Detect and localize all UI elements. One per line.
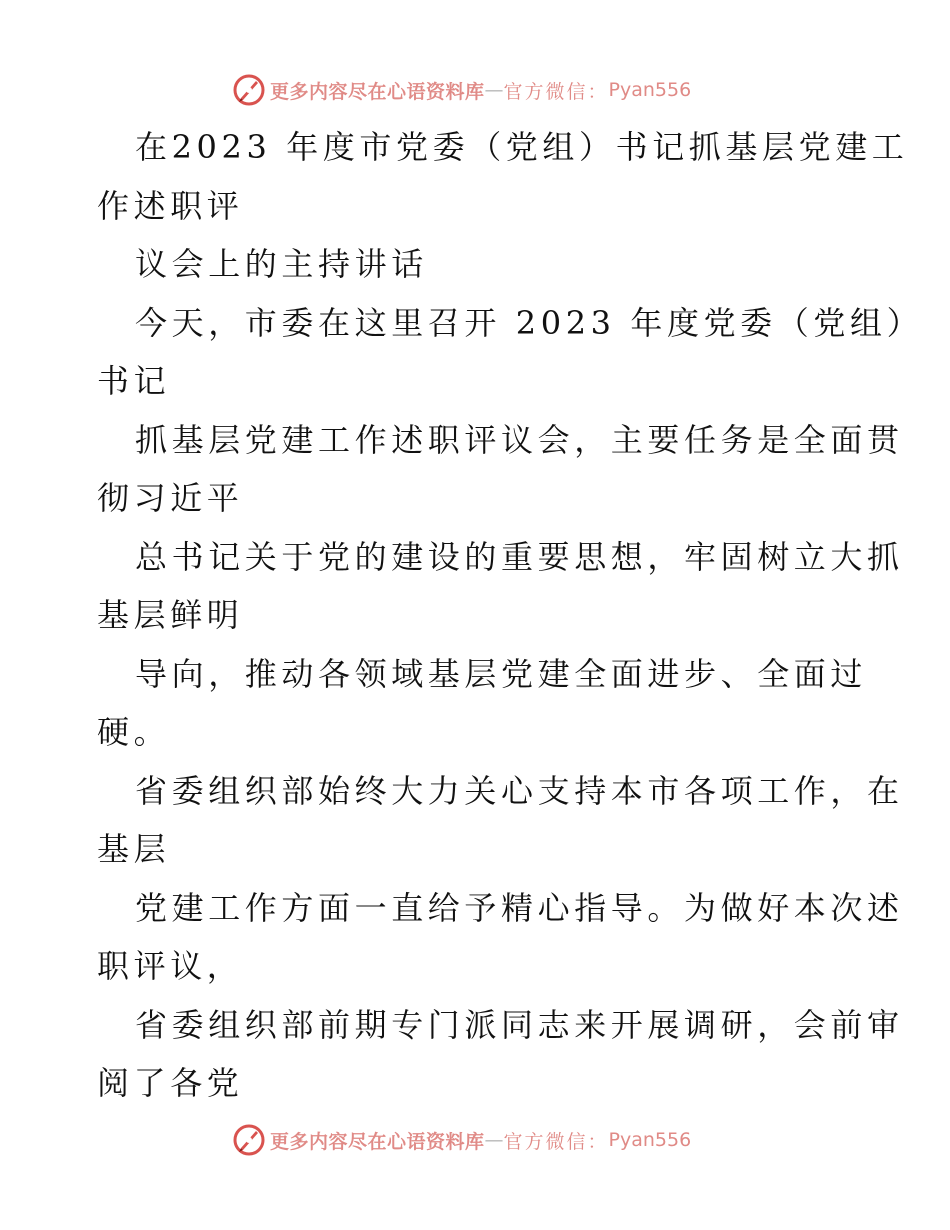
watermark-dash: — [484,79,504,101]
watermark-banner-bottom [232,1122,691,1158]
document-line: 省委组织部前期专门派同志来开展调研，会前审 [135,1005,904,1044]
watermark-brand-text: 更多内容尽在心语资料库 [270,1130,485,1153]
document-line: 导向，推动各领域基层党建全面进步、全面过 [135,654,868,693]
quill-logo-icon [232,1123,266,1157]
document-line: 基层 [97,830,171,868]
document-line: 阅了各党 [97,1064,244,1102]
document-body [97,118,924,1113]
watermark-dash: — [484,1129,504,1151]
document-line: 基层鲜明 [97,596,244,634]
document-line: 抓基层党建工作述职评议会，主要任务是全面贯 [135,420,904,459]
document-line: 今天，市委在这里召开 2023 年度党委（党组） [135,303,924,342]
document-line: 在2023 年度市党委（党组）书记抓基层党建工 [135,128,909,166]
document-line: 职评议， [97,947,244,985]
document-line: 作述职评 [97,186,244,225]
document-line: 彻习近平 [97,479,244,517]
watermark-banner-top [232,72,691,108]
document-line: 书记 [97,362,171,400]
watermark-label: 官方微信： [503,80,609,103]
document-line: 省委组织部始终大力关心支持本市各项工作，在 [135,771,904,810]
document-line: 硬。 [97,713,171,751]
document-line: 总书记关于党的建设的重要思想，牢固树立大抓 [135,537,904,576]
watermark-wechat-id: Pyan556 [608,79,692,101]
document-line: 党建工作方面一直给予精心指导。为做好本次述 [135,888,904,927]
watermark-brand-text: 更多内容尽在心语资料库 [270,80,485,103]
document-line: 议会上的主持讲话 [135,245,428,283]
watermark-label: 官方微信： [503,1130,609,1153]
watermark-wechat-id: Pyan556 [608,1129,692,1151]
quill-logo-icon [232,73,266,107]
